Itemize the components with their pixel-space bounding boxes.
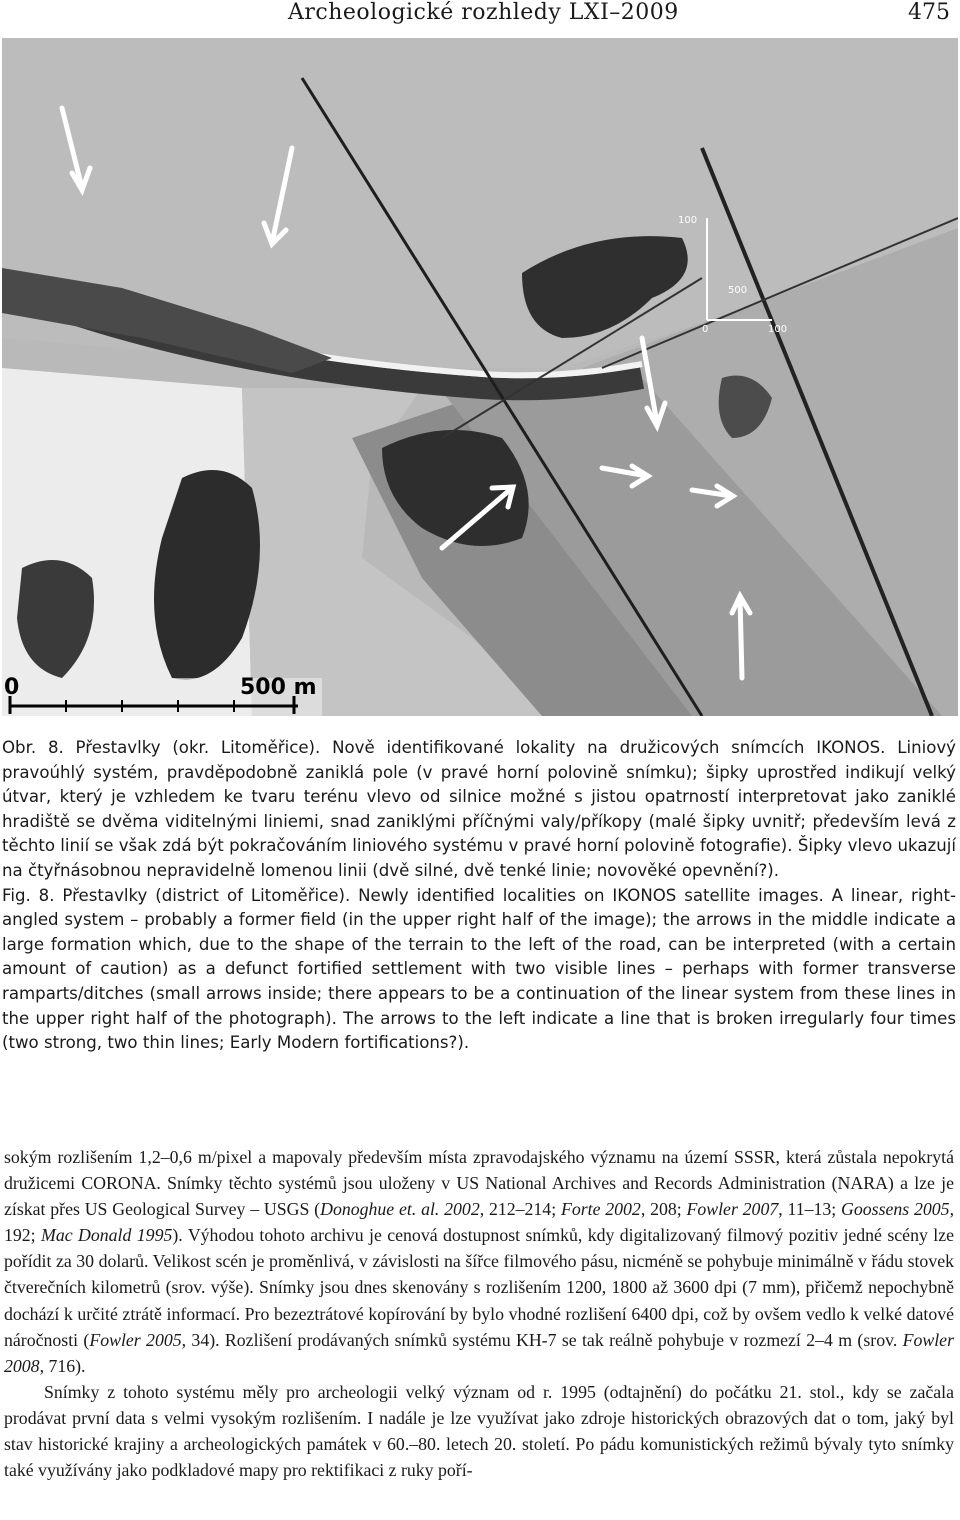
body-text [4, 1144, 954, 1483]
inset-label-zero: 0 [702, 324, 709, 335]
satellite-image [2, 38, 958, 716]
figure-caption [2, 736, 956, 1056]
paragraph-2: Snímky z tohoto systému měly pro archeologii velký význam od r. 1995 (odtajnění) do počátku 21. stol., kdy se začala prodávat první data s velmi vysokým rozlišením. I nadále je lze využívat jako zdroje historických obrazových dat o tom, jaký byl stav historické krajiny a archeologických památek v 60.–80. letech 20. století. Po pádu komunistických režimů bývaly tyto snímky také využívány jako podkladové mapy pro rektifikaci z ruky poří- [4, 1381, 954, 1481]
journal-title: Archeologické rozhledy LXI–2009 [288, 0, 679, 25]
scale-zero-label: 0 [4, 675, 20, 700]
inset-label-top: 100 [678, 215, 698, 226]
inset-label-right: 100 [768, 324, 788, 335]
scale-bar [2, 675, 322, 716]
page-number: 475 [908, 0, 950, 25]
caption-czech: Obr. 8. Přestavlky (okr. Litoměřice). Nově identifikované lokality na družicových snímcích IKONOS. Liniový pravoúhlý systém, pravděpodobně zaniklá pole (v pravé horní polovině snímku); šipky uprostřed indikují velký útvar, který je vzhledem ke tvaru terénu vlevo od silnice možné s jistou opatrností interpretovat jako zaniklé hradiště se dvěma viditelnými liniemi, snad zaniklými příčnými valy/příkopy (malé šipky uvnitř; především levá z těchto linií se však zdá být pokračováním liniového systému v pravé horní polovině fotografie). Šipky vlevo ukazují na čtyřnásobnou nepravidelně lomenou linii (dvě silné, dvě tenké linie; novověké opevnění?). [2, 738, 956, 880]
paragraph-1: sokým rozlišením 1,2–0,6 m/pixel a mapovaly především místa zpravodajského významu na území SSSR, která zůstala nepokrytá družicemi CORONA. Snímky těchto systémů jsou uloženy v US National Archives and Records Administration (NARA) a lze je získat přes US Geological Survey – USGS (Donoghue et. al. 2002, 212–214; Forte 2002, 208; Fowler 2007, 11–13; Goossens 2005, 192; Mac Donald 1995). Výhodou tohoto archivu je cenová dostupnost snímků, kdy digitalizovaný filmový pozitiv jedné scény lze pořídit za 30 dolarů. Velikost scén je proměnlivá, v závislosti na šířce filmového pásu, nicméně se pohybuje minimálně v řádu stovek čtverečních kilometrů (srov. výše). Snímky jsou dnes skenovány s rozlišením 1200, 1800 až 3600 dpi (7 mm), přičemž nepochybně dochází k určité ztrátě informací. Pro bezeztrátové kopírování by bylo vhodné rozlišení 6400 dpi, což by ovšem vedlo k velké datové náročnosti (Fowler 2005, 34). Rozlišení prodávaných snímků systému KH-7 se tak reálně pohybuje v rozmezí 2–4 m (srov. Fowler 2008, 716). [4, 1147, 955, 1376]
scale-500m-label: 500 m [240, 675, 317, 700]
caption-english: Fig. 8. Přestavlky (district of Litoměřice). Newly identified localities on IKONOS satellite images. A linear, right-angled system – probably a former field (in the upper right half of the image); the arrows in the middle indicate a large formation which, due to the shape of the terrain to the left of the road, can be interpreted (with a certain amount of caution) as a defunct fortified settlement with two visible lines – perhaps with former transverse ramparts/ditches (small arrows inside; there appears to be a continuation of the linear system from these lines in the upper right half of the photograph). The arrows to the left indicate a line that is broken irregularly four times (two strong, two thin lines; Early Modern fortifications?). [2, 885, 956, 1053]
satellite-image-figure [2, 38, 958, 716]
inset-label-mid: 500 [728, 285, 748, 296]
page-header [0, 0, 960, 34]
